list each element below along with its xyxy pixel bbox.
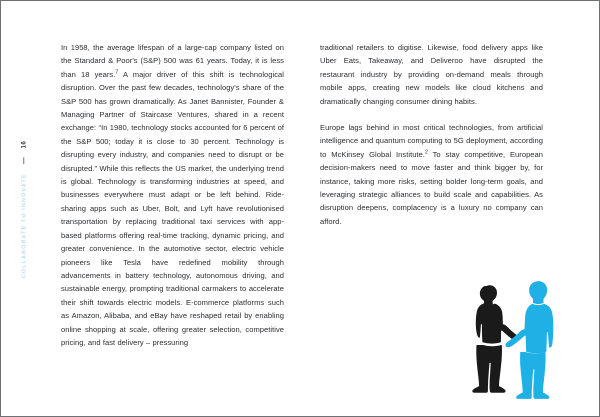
running-head-divider	[24, 157, 25, 164]
paragraph-2	[320, 41, 543, 108]
paragraph-3-text-b: To stay competitive, European decision-makers need to move faster and think bigger by, for instance, taking more risks, setting bolder long-term goals, and leveraging strategic alliances to build scale and capabilities. As disruption deepens, complacency is a luxury no company can afford.	[320, 149, 543, 226]
paragraph-3	[320, 121, 543, 228]
paragraph-2-text-a: traditional retailers to digitise. Likewise, food delivery apps like Uber Eats, Takeaway, and Deliveroo have disrupted the restaurant industry by providing on-demand meals through mobile apps, creating new models like cloud kitchens and dramatically changing consumer dining habits.	[320, 43, 543, 106]
column-left	[61, 41, 284, 349]
column-right	[320, 41, 543, 228]
figure-right-silhouette-icon	[505, 281, 553, 399]
paragraph-1	[61, 41, 284, 349]
running-head-spine	[1, 1, 47, 417]
paragraph-3-text-a: Europe lags behind in most critical technologies, from artificial intelligence and quantum computing to 5G deployment, according to McKinsey Global Institute.	[320, 123, 543, 159]
paragraph-1-text-b: A major driver of this shift is technological disruption. Over the past few decades, technology's share of the S&P 500 has grown dramatically. As Janet Bannister, Founder & Managing Partner of Staircase Ventures, shared in a recent exchange: “In 1980, technology stocks accounted for 6 percent of the S&P 500; today it is close to 30 percent. Technology is disrupting every industry, and companies need to disrupt or be disrupted.” While this reflects the US market, the underlying trend is global. Technology is transforming industries at speed, and businesses everywhere must adapt or be left behind. Ride-sharing apps such as Uber, Bolt, and Lyft have revolutionised transportation by replacing traditional taxi services with app-based platforms offering real-time tracking, dynamic pricing, and greater convenience. In the automotive sector, electric vehicle pioneers like Tesla have redefined mobility through advancements in battery technology, autonomous driving, and sustainable energy, prompting traditional carmakers to accelerate their shift towards electric models. E-commerce platforms such as Amazon, Alibaba, and eBay have reshaped retail by enabling online shopping at scale, offering greater selection, competitive pricing, and fast delivery – pressuring	[61, 69, 284, 347]
handshake-illustration	[453, 277, 565, 401]
paragraph-1-text-a: In 1958, the average lifespan of a large-cap company listed on the Standard & Poor's (S&P) 500 was 61 years. Today, it is less than 18 years.	[61, 43, 284, 79]
footnote-marker-7: 7	[115, 69, 119, 76]
page-number: 16	[20, 140, 28, 149]
running-head-label: COLLABORATE TO INNOVATE	[21, 173, 27, 279]
footnote-marker-2: 2	[424, 149, 428, 156]
